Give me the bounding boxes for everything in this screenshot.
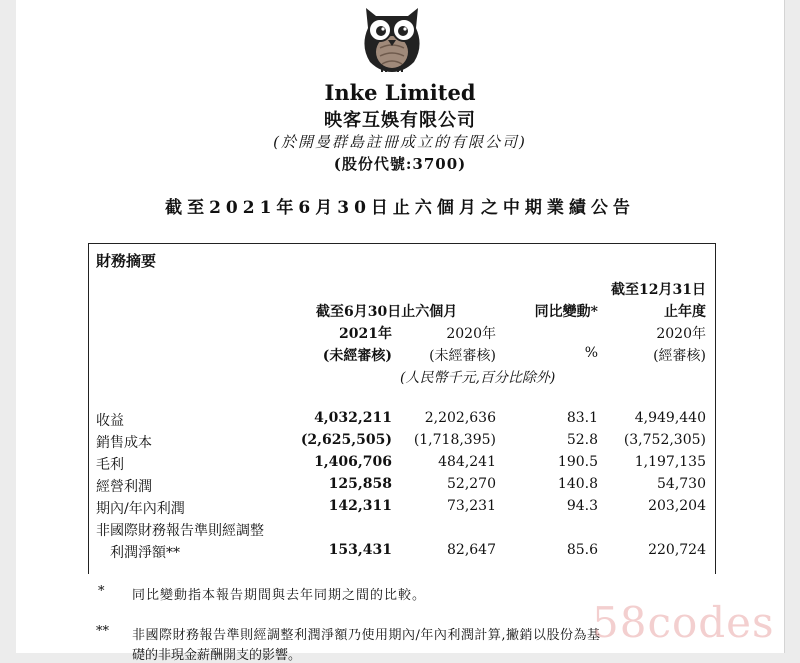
row-label-adjusted-line1: 非國際財務報告準則經調整 xyxy=(96,523,264,539)
cell-profit-2020: 73,231 xyxy=(447,498,496,514)
footnote-mark-2: ** xyxy=(96,624,109,639)
company-name-zh: 映客互娛有限公司 xyxy=(324,110,476,131)
stock-code: (股份代號:3700) xyxy=(333,155,467,173)
header-2020: 2020年 xyxy=(446,326,496,342)
summary-title: 財務摘要 xyxy=(96,252,157,270)
unit-note: (人民幣千元,百分比除外) xyxy=(400,370,556,386)
cell-gross-yoy: 190.5 xyxy=(557,454,598,470)
row-label-cost-of-sales: 銷售成本 xyxy=(96,435,152,451)
cell-cost-2020: (1,718,395) xyxy=(413,432,496,448)
owl-logo-icon xyxy=(352,2,432,74)
header-audited: (經審核) xyxy=(653,348,706,364)
cell-cost-fy2020: (3,752,305) xyxy=(623,432,706,448)
footnote-text-2-line1: 非國際財務報告準則經調整利潤淨額乃使用期內/年內利潤計算,撇銷以股份為基 xyxy=(132,628,601,643)
company-name-en: Inke Limited xyxy=(324,80,476,105)
cell-adjusted-2020: 82,647 xyxy=(447,542,496,558)
footnote-mark-1: * xyxy=(98,584,105,599)
header-six-months: 截至6月30日止六個月 xyxy=(316,304,458,320)
cell-profit-yoy: 94.3 xyxy=(566,498,598,514)
announcement-title: 截至2021年6月30日止六個月之中期業績公告 xyxy=(165,198,635,218)
header-dec31-line1: 截至12月31日 xyxy=(611,282,706,298)
cell-adjusted-yoy: 85.6 xyxy=(566,542,598,558)
header-dec31-line2: 止年度 xyxy=(664,304,706,320)
cell-profit-2021: 142,311 xyxy=(328,498,392,514)
cell-operating-yoy: 140.8 xyxy=(557,476,598,492)
cell-adjusted-2021: 153,431 xyxy=(328,542,392,558)
cell-revenue-fy2020: 4,949,440 xyxy=(634,410,706,426)
cell-operating-fy2020: 54,730 xyxy=(657,476,706,492)
header-unaudited-2021: (未經審核) xyxy=(322,348,392,364)
cell-operating-2021: 125,858 xyxy=(328,476,392,492)
cell-cost-yoy: 52.8 xyxy=(566,432,598,448)
row-label-profit: 期內/年內利潤 xyxy=(96,501,185,517)
cell-revenue-yoy: 83.1 xyxy=(566,410,598,426)
footnote-text-2-line2: 礎的非現金薪酬開支的影響。 xyxy=(132,648,302,663)
footnote-text-1: 同比變動指本報告期間與去年同期之間的比較。 xyxy=(132,588,427,603)
cell-gross-2021: 1,406,706 xyxy=(314,454,392,470)
cell-adjusted-fy2020: 220,724 xyxy=(648,542,706,558)
header-2021: 2021年 xyxy=(339,326,392,342)
watermark: 58codes xyxy=(592,598,775,647)
cell-revenue-2021: 4,032,211 xyxy=(314,410,392,426)
cell-revenue-2020: 2,202,636 xyxy=(424,410,496,426)
header-unaudited-2020: (未經審核) xyxy=(429,348,496,364)
header-percent: % xyxy=(584,345,598,361)
row-label-operating-profit: 經營利潤 xyxy=(96,479,152,495)
cell-gross-fy2020: 1,197,135 xyxy=(634,454,706,470)
cell-gross-2020: 484,241 xyxy=(438,454,496,470)
cell-profit-fy2020: 203,204 xyxy=(648,498,706,514)
row-label-gross-profit: 毛利 xyxy=(96,457,124,473)
incorporation-note: (於開曼群島註冊成立的有限公司) xyxy=(273,133,527,151)
cell-cost-2021: (2,625,505) xyxy=(300,432,392,448)
row-label-adjusted-line2: 利潤淨額** xyxy=(110,545,180,561)
row-label-revenue: 收益 xyxy=(96,413,124,429)
header-yoy: 同比變動* xyxy=(534,304,598,320)
cell-operating-2020: 52,270 xyxy=(447,476,496,492)
header-fy2020: 2020年 xyxy=(656,326,706,342)
